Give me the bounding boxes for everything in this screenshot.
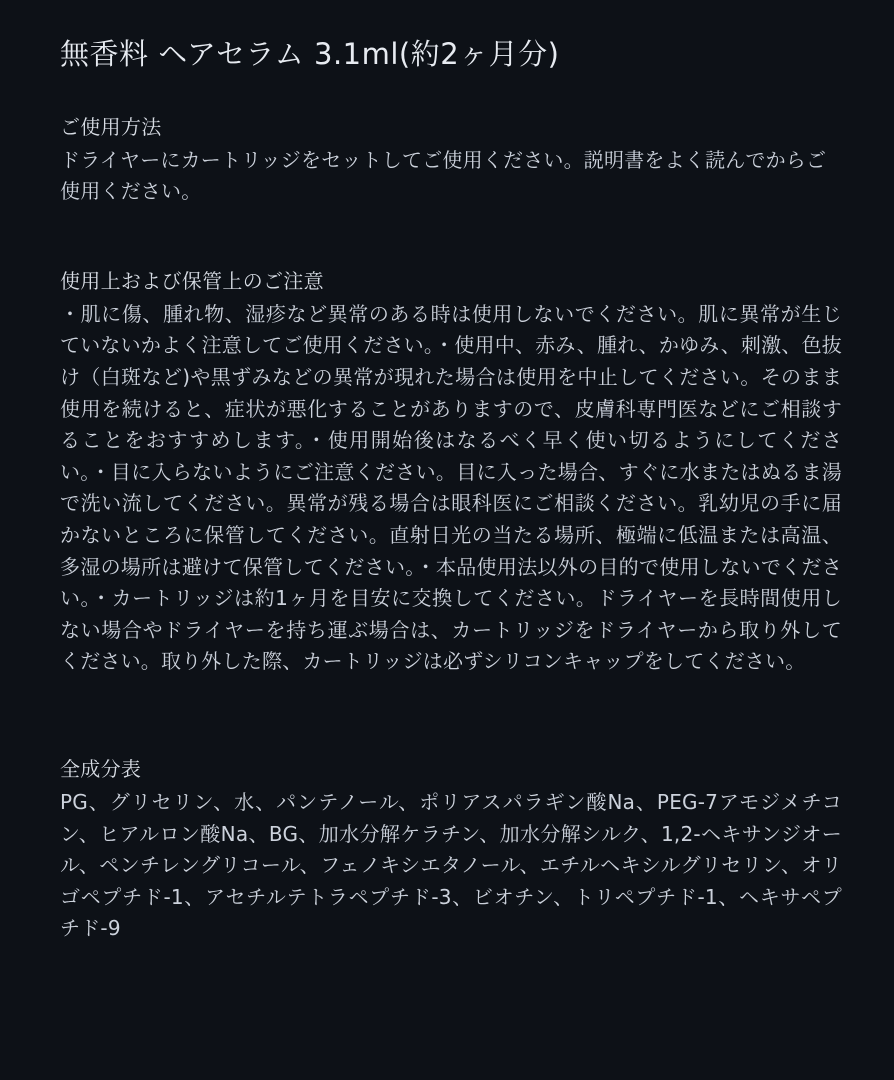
usage-heading: ご使用方法: [60, 114, 162, 139]
precautions-heading: 使用上および保管上のご注意: [60, 268, 324, 293]
section-spacer: [60, 238, 842, 266]
usage-body: ドライヤーにカートリッジをセットしてご使用ください。説明書をよく読んでからご使用ください。: [60, 147, 827, 204]
ingredients-heading: 全成分表: [60, 757, 142, 781]
ingredients-section: [60, 754, 842, 945]
precautions-body: ・肌に傷、腫れ物、湿疹など異常のある時は使用しないでください。肌に異常が生じていないかよく注意してご使用ください。・使用中、赤み、腫れ、かゆみ、刺激、色抜け（白斑など)や黒ずみなどの異常が現れた場合は使用を中止してください。そのまま使用を続けると、症状が悪化することがありますので、皮膚科専門医などにご相談することをおすすめします。・使用開始後はなるべく早く使い切るようにしてください。・目に入らないようにご注意ください。目に入った場合、すぐに水またはぬるま湯で洗い流してください。異常が残る場合は眼科医にご相談ください。乳幼児の手に届かないところに保管してください。直射日光の当たる場所、極端に低温または高温、多湿の場所は避けて保管してください。・本品使用法以外の目的で使用しないでください。・カートリッジは約1ヶ月を目安に交換してください。ドライヤーを長時間使用しない場合やドライヤーを持ち運ぶ場合は、カートリッジをドライヤーから取り外してください。取り外した際、カートリッジは必ずシリコンキャップをしてください。: [60, 301, 842, 674]
ingredients-body: PG、グリセリン、水、パンテノール、ポリアスパラギン酸Na、PEG-7アモジメチコン、ヒアルロン酸Na、BG、加水分解ケラチン、加水分解シルク、1,2-ヘキサンジオール、ペンチレングリコール、フェノキシエタノール、エチルヘキシルグリセリン、オリゴペプチド-1、アセチルテトラペプチド-3、ビオチン、トリペプチド-1、ヘキサペプチド-9: [60, 790, 842, 941]
page-title: 無香料 ヘアセラム 3.1ml(約2ヶ月分): [60, 37, 560, 71]
section-spacer: [60, 708, 842, 754]
usage-section: [60, 112, 842, 208]
precautions-section: [60, 266, 842, 678]
